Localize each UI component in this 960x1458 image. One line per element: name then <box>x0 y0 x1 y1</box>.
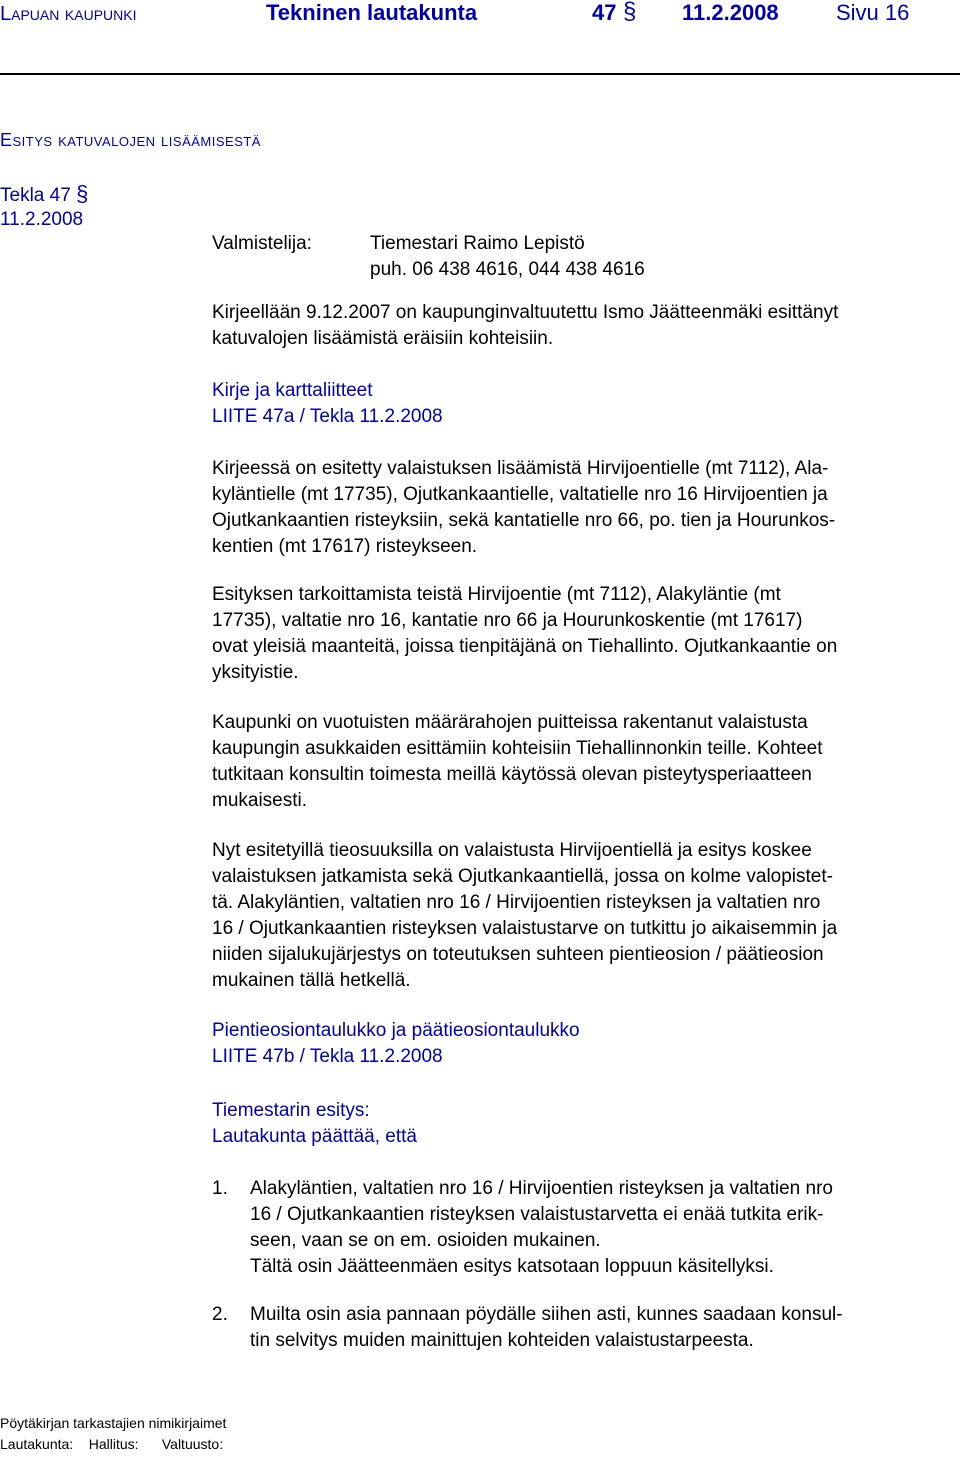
header-city: Lapuan kaupunki <box>0 3 137 25</box>
attachment-ref: LIITE 47b / Tekla 11.2.2008 <box>212 1046 443 1067</box>
paragraph-line: 17735), valtatie nro 16, kantatie nro 66 ja Hourunkoskentie (mt 17617) <box>212 610 803 631</box>
ref-date: 11.2.2008 <box>0 209 84 230</box>
paragraph-line: mukaisesti. <box>212 790 308 811</box>
paragraph-line: niiden sijalukujärjestys on toteutuksen suhteen pientieosion / päätieosion <box>212 944 824 965</box>
paragraph-line: Ojutkankaantien risteyksiin, sekä kantatielle nro 66, po. tien ja Hourunkos- <box>212 510 836 531</box>
paragraph-line: katuvalojen lisäämistä eräisiin kohteisiin. <box>212 328 554 349</box>
item-line: seen, vaan se on em. osioiden mukainen. <box>250 1230 601 1251</box>
attachment-title: Pientieosiontaulukko ja päätieosiontaulukko <box>212 1020 580 1041</box>
proposal-heading <box>212 1098 417 1150</box>
ref-tekla: Tekla 47 § <box>0 181 89 206</box>
paragraph-line: kaupungin asukkaiden esittämiin kohteisiin Tiehallinnonkin teille. Kohteet <box>212 738 823 759</box>
paragraph-letter <box>212 300 838 352</box>
paragraph-line: tutkitaan konsultin toimesta meillä käytössä olevan pisteytysperiaatteen <box>212 764 812 785</box>
section-sign-icon: § <box>76 181 89 206</box>
paragraph-line: kyläntielle (mt 17735), Ojutkankaantielle, valtatielle nro 16 Hirvijoentien ja <box>212 484 828 505</box>
paragraph-roads <box>212 582 837 686</box>
header-section: 47 <box>592 0 617 25</box>
attachment-1 <box>212 378 443 430</box>
preparer-name: Tiemestari Raimo Lepistö <box>370 233 585 254</box>
preparer-label: Valmistelija: <box>212 233 312 254</box>
header-board: Tekninen lautakunta <box>266 0 478 25</box>
attachment-2 <box>212 1018 580 1070</box>
paragraph-line: mukainen tällä hetkellä. <box>212 970 411 991</box>
item-number: 1. <box>212 1178 228 1199</box>
paragraph-line: 16 / Ojutkankaantien risteyksen valaistustarve on tutkittu jo aikaisemmin ja <box>212 918 838 939</box>
header-page: Sivu 16 <box>836 0 910 25</box>
paragraph-line: Kirjeessä on esitetty valaistuksen lisäämistä Hirvijoentielle (mt 7112), Ala- <box>212 458 829 479</box>
paragraph-budget <box>212 710 823 814</box>
decision-item-2 <box>250 1302 843 1354</box>
document-title: Esitys katuvalojen lisäämisestä <box>0 130 261 150</box>
item-line: Muilta osin asia pannaan pöydälle siihen asti, kunnes saadaan konsul- <box>250 1304 843 1325</box>
footer-signatures-label: Pöytäkirjan tarkastajien nimikirjaimet <box>0 1415 227 1431</box>
paragraph-line: valaistuksen jatkamista sekä Ojutkankaantiellä, jossa on kolme valopistet- <box>212 866 833 887</box>
paragraph-proposal-content <box>212 456 835 560</box>
item-line: tin selvitys muiden mainittujen kohteiden valaistustarpeesta. <box>250 1330 754 1351</box>
header-date: 11.2.2008 <box>682 0 779 25</box>
paragraph-current <box>212 838 837 994</box>
paragraph-line: Esityksen tarkoittamista teistä Hirvijoentie (mt 7112), Alakyläntie (mt <box>212 584 781 605</box>
paragraph-line: Nyt esitetyillä tieosuuksilla on valaistusta Hirvijoentiellä ja esitys koskee <box>212 840 812 861</box>
header-rule <box>0 73 960 75</box>
attachment-title: Kirje ja karttaliitteet <box>212 380 373 401</box>
footer-bodies: Lautakunta: Hallitus: Valtuusto: <box>0 1436 224 1452</box>
paragraph-line: ovat yleisiä maanteitä, joissa tienpitäjänä on Tiehallinto. Ojutkankaantie on <box>212 636 838 657</box>
paragraph-line: Kirjeellään 9.12.2007 on kaupunginvaltuutettu Ismo Jäätteenmäki esittänyt <box>212 302 839 323</box>
paragraph-line: kentien (mt 17617) risteykseen. <box>212 536 478 557</box>
item-line: Alakyläntien, valtatien nro 16 / Hirvijoentien risteyksen ja valtatien nro <box>250 1178 833 1199</box>
item-line: Tältä osin Jäätteenmäen esitys katsotaan loppuun käsitellyksi. <box>250 1256 774 1277</box>
proposal-label: Tiemestarin esitys: <box>212 1100 370 1121</box>
item-line: 16 / Ojutkankaantien risteyksen valaistustarvetta ei enää tutkita erik- <box>250 1204 824 1225</box>
decision-item-1 <box>250 1176 833 1280</box>
section-sign-icon: § <box>623 0 637 25</box>
item-number: 2. <box>212 1304 228 1325</box>
attachment-ref: LIITE 47a / Tekla 11.2.2008 <box>212 406 443 427</box>
proposal-lead: Lautakunta päättää, että <box>212 1126 417 1147</box>
paragraph-line: tä. Alakyläntien, valtatien nro 16 / Hirvijoentien risteyksen ja valtatien nro <box>212 892 821 913</box>
preparer-phone: puh. 06 438 4616, 044 438 4616 <box>370 259 645 280</box>
paragraph-line: Kaupunki on vuotuisten määrärahojen puitteissa rakentanut valaistusta <box>212 712 808 733</box>
paragraph-line: yksityistie. <box>212 662 299 683</box>
